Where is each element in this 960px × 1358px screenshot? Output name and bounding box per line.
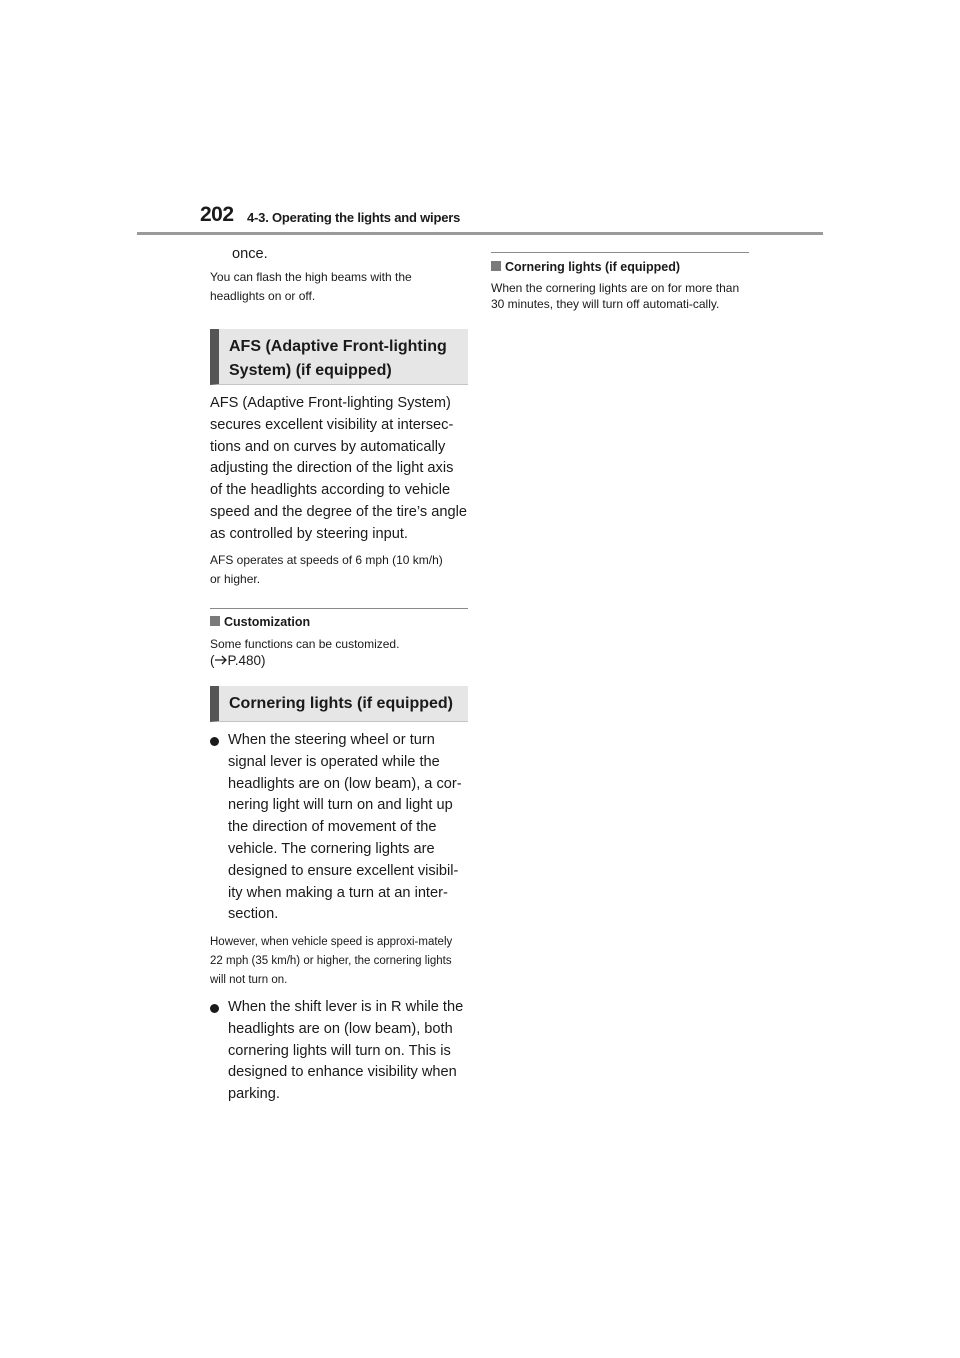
cornering-info-heading — [491, 258, 680, 276]
continued-text: once. — [232, 246, 268, 262]
cornering-bullet-2 — [210, 997, 470, 1106]
header-section-title: 4-3. Operating the lights and wipers — [247, 210, 461, 225]
speed-note: However, when vehicle speed is approxi-mately 22 mph (35 km/h) or higher, the cornering lights will not turn on. — [210, 936, 453, 986]
customization-heading-text: Customization — [224, 615, 311, 629]
customization-ref-page: P.480) — [227, 653, 266, 668]
customization-text: Some functions can be customized. — [210, 637, 400, 651]
filled-circle-bullet-icon — [210, 737, 219, 746]
customization-divider — [210, 608, 468, 609]
filled-circle-bullet-icon — [210, 1004, 219, 1013]
customization-ref-paren: ( — [210, 653, 215, 668]
afs-section-heading — [210, 329, 468, 385]
cornering-info-text: When the cornering lights are on for more than 30 minutes, they will turn off automati-cally. — [491, 281, 740, 311]
afs-speed-note: AFS operates at speeds of 6 mph (10 km/h) or higher. — [210, 553, 443, 586]
afs-heading-text: AFS (Adaptive Front-lighting System) (if equipped) — [229, 338, 447, 379]
customization-page-reference — [210, 652, 266, 670]
header-divider — [137, 232, 823, 235]
square-bullet-icon — [491, 261, 501, 271]
bullet-1-text: When the steering wheel or turn signal lever is operated while the headlights are on (low beam), a cor-nering light will turn on and light up the direction of movement of the vehicle. The cornering lights are designed to ensure excellent visibil-ity when making a turn at an inter-section. — [228, 732, 462, 923]
afs-body-text: AFS (Adaptive Front-lighting System) secures excellent visibility at intersec-tions and on curves by automatically adjusting the direction of the light axis of the headlights according to vehicle speed and the degree of the tire’s angle as controlled by steering input. — [210, 395, 467, 542]
flash-note: You can flash the high beams with the headlights on or off. — [210, 270, 412, 303]
page-number: 202 — [200, 203, 234, 226]
cornering-heading-text: Cornering lights (if equipped) — [229, 695, 453, 712]
cornering-bullet-1 — [210, 730, 470, 926]
cornering-info-heading-text: Cornering lights (if equipped) — [505, 260, 680, 274]
square-bullet-icon — [210, 616, 220, 626]
right-column-divider — [491, 252, 749, 253]
bullet-2-text: When the shift lever is in R while the headlights are on (low beam), both cornering lights will turn on. This is designed to enhance visibility when parking. — [228, 999, 464, 1103]
customization-heading — [210, 613, 310, 631]
cornering-section-heading — [210, 686, 468, 722]
right-arrow-icon — [215, 652, 228, 670]
